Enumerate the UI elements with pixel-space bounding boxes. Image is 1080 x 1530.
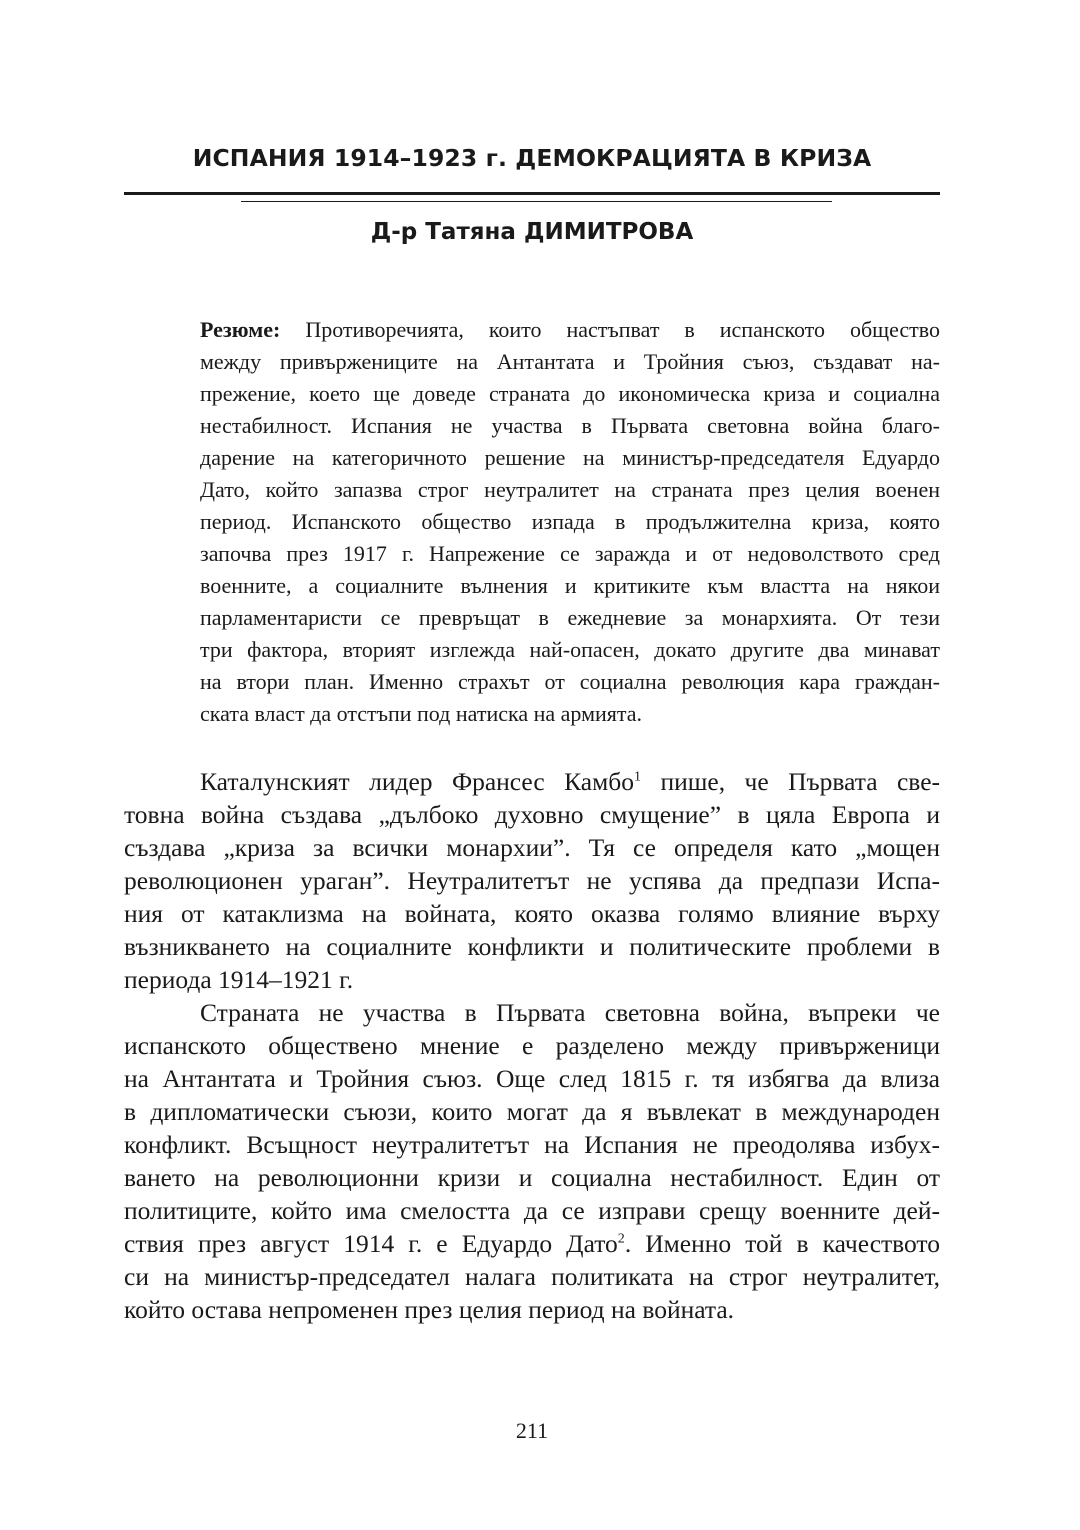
author-name: Д-р Татяна ДИМИТРОВА	[370, 219, 694, 245]
paragraph-2-line: Страната не участва в Първата световна война, въпреки че	[200, 998, 940, 1027]
abstract-label: Резюме:	[200, 317, 281, 342]
paragraph-1-line: революционен ураган”. Неутралитетът не успява да предпази Испа-	[124, 866, 940, 895]
paragraph-1-line	[124, 765, 940, 798]
paragraph-1-line: възникването на социалните конфликти и политическите проблеми в	[124, 932, 940, 961]
paragraph-2-text: ствия през август 1914 г. е Едуардо Дато	[124, 1229, 618, 1258]
paragraph-2-line: испанското обществено мнение е разделено между привърженици	[124, 1031, 940, 1060]
abstract-line: нестабилност. Испания не участва в Първата световна война благо-	[200, 413, 940, 438]
abstract-line	[200, 314, 940, 346]
abstract-line: прежение, което ще доведе страната до икономическа криза и социална	[200, 381, 940, 406]
paragraph-2-line: си на министър-председател налага политиката на строг неутралитет,	[124, 1262, 940, 1291]
paragraph-1-text: пише, че Първата све-	[641, 767, 940, 796]
paragraph-2-line: ването на революционни кризи и социална нестабилност. Един от	[124, 1163, 940, 1192]
abstract-line: период. Испанското общество изпада в продължителна криза, която	[200, 509, 940, 534]
abstract-line-text: Противоречията, които настъпват в испанското общество	[305, 317, 940, 342]
footnote-marker-1[interactable]: 1	[634, 769, 642, 785]
body-text	[124, 765, 940, 1326]
paragraph-2-line: политиците, който има смелостта да се изправи срещу военните дей-	[124, 1196, 940, 1225]
paragraph-1-text: Каталунският лидер Франсес Камбо	[200, 767, 634, 796]
paragraph-2-line: в дипломатически съюзи, които могат да я въвлекат в международен	[124, 1097, 940, 1126]
abstract-line: между привържениците на Антантата и Тройния съюз, създават на-	[200, 349, 940, 374]
article-title: ИСПАНИЯ 1914–1923 г. ДЕМОКРАЦИЯТА В КРИЗА	[192, 144, 872, 172]
document-page	[124, 0, 940, 1530]
abstract	[200, 314, 940, 730]
paragraph-2-line: който остава непроменен през целия период на войната.	[124, 1295, 735, 1324]
abstract-line: три фактора, вторият изглежда най-опасен, докато другите два минават	[200, 637, 940, 662]
paragraph-2-line	[124, 1227, 940, 1260]
paragraph-1-line: периода 1914–1921 г.	[124, 965, 354, 994]
abstract-line: на втори план. Именно страхът от социална революция кара граждан-	[200, 669, 940, 694]
title-rule-thin	[241, 201, 832, 202]
paragraph-1-line: създава „криза за всички монархии”. Тя се определя като „мощен	[124, 833, 940, 862]
paragraph-2-line: на Антантата и Тройния съюз. Още след 1815 г. тя избягва да влиза	[124, 1064, 940, 1093]
footnote-marker-2[interactable]: 2	[617, 1231, 625, 1247]
abstract-line: ската власт да отстъпи под натиска на армията.	[200, 701, 643, 726]
abstract-line: парламентаристи се превръщат в ежедневие за монархията. От тези	[200, 605, 940, 630]
paragraph-1-line: ния от катаклизма на войната, която оказва голямо влияние върху	[124, 899, 940, 928]
paragraph-2-text: . Именно той в качеството	[624, 1229, 940, 1258]
abstract-line: започва през 1917 г. Напрежение се заражда и от недоволството сред	[200, 541, 940, 566]
title-rule-thick	[124, 192, 940, 195]
abstract-line: Дато, който запазва строг неутралитет на страната през целия военен	[200, 477, 940, 502]
page-number: 211	[515, 1418, 549, 1443]
paragraph-1-line: товна война създава „дълбоко духовно смущение” в цяла Европа и	[124, 800, 940, 829]
abstract-line: военните, а социалните вълнения и критиките към властта на някои	[200, 573, 940, 598]
abstract-line: дарение на категоричното решение на министър-председателя Едуардо	[200, 445, 940, 470]
paragraph-2-line: конфликт. Всъщност неутралитетът на Испания не преодолява избух-	[124, 1130, 940, 1159]
